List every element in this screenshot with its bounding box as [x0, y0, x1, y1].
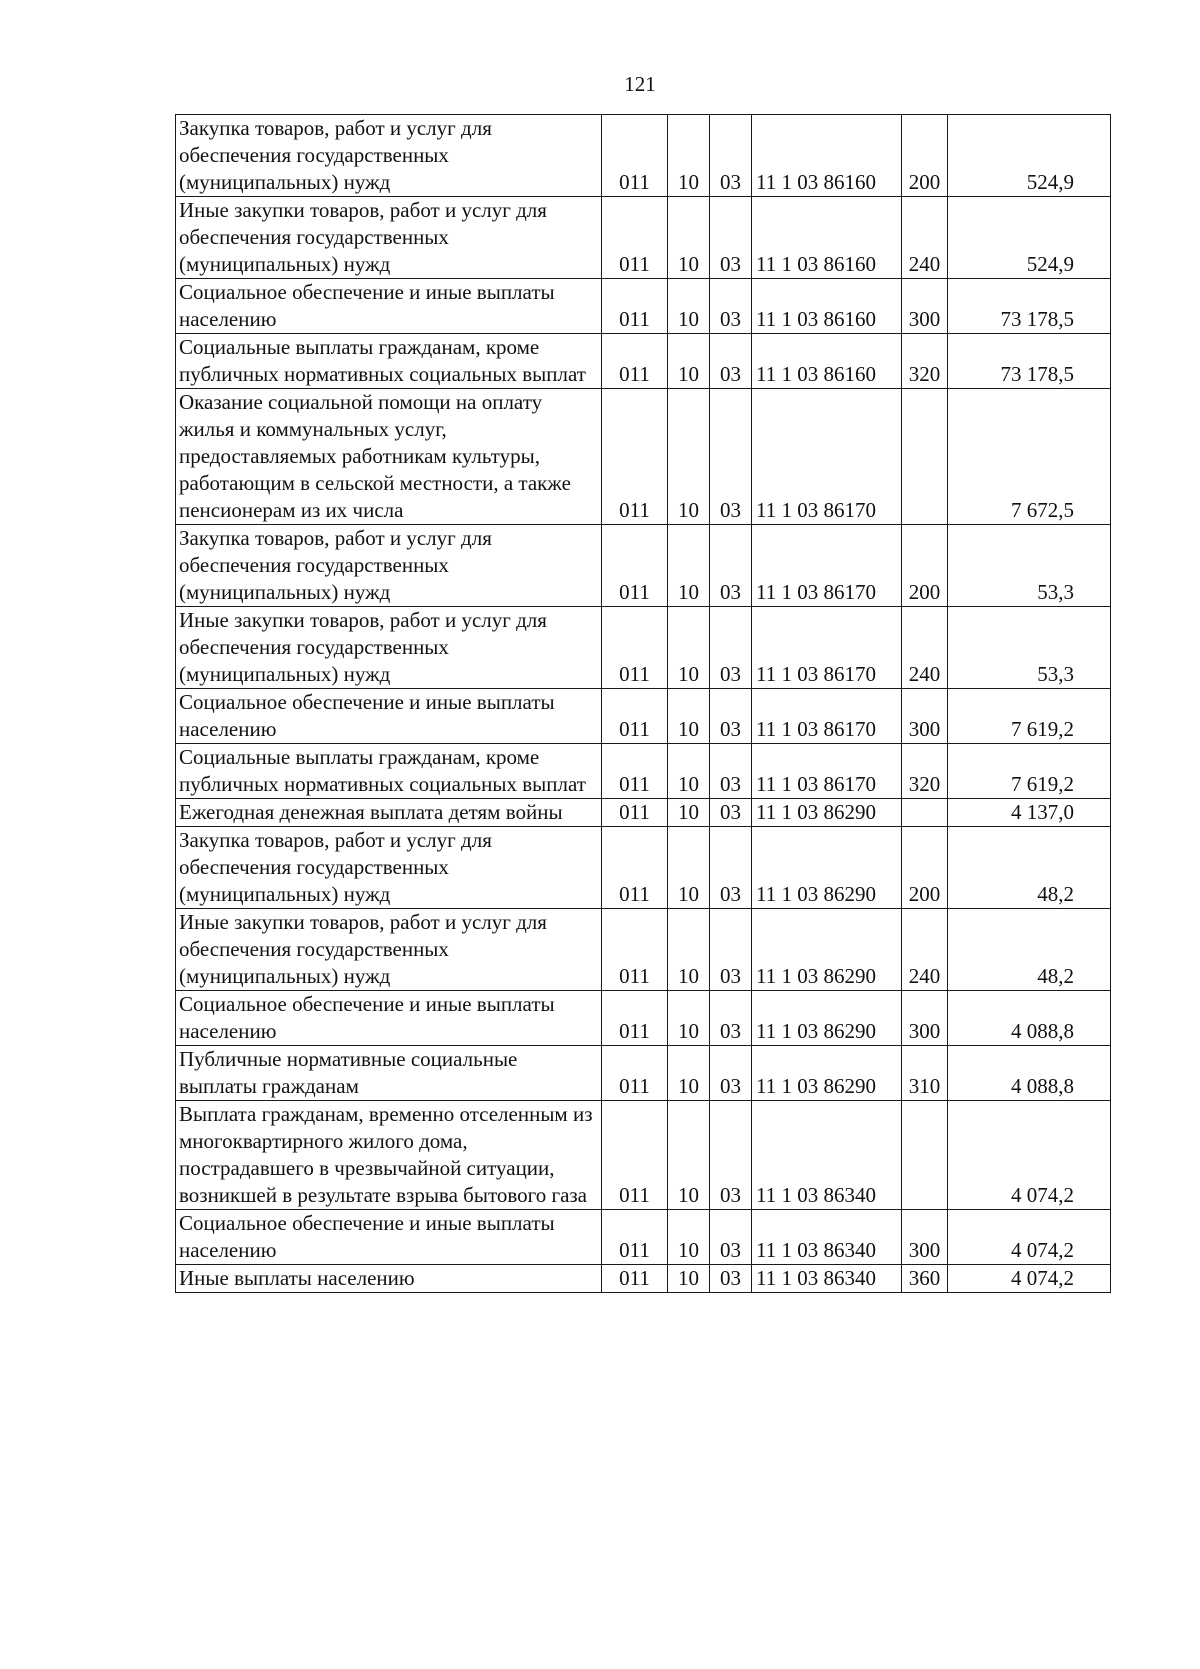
row-ministry-code: 011: [602, 909, 668, 991]
row-expense-type-code: 320: [902, 334, 948, 389]
row-amount: 73 178,5: [948, 279, 1111, 334]
row-amount: 48,2: [948, 827, 1111, 909]
table-row: [176, 799, 1111, 827]
row-amount: 73 178,5: [948, 334, 1111, 389]
row-name: Социальное обеспечение и иные выплаты населению: [176, 1210, 602, 1265]
row-section-code: 10: [668, 607, 710, 689]
row-amount: 4 088,8: [948, 1046, 1111, 1101]
row-name: Социальное обеспечение и иные выплаты населению: [176, 279, 602, 334]
row-expense-type-code: 310: [902, 1046, 948, 1101]
row-section-code: 10: [668, 279, 710, 334]
row-ministry-code: 011: [602, 607, 668, 689]
table-row: [176, 1265, 1111, 1293]
table-row: [176, 279, 1111, 334]
row-amount: 4 074,2: [948, 1265, 1111, 1293]
row-target-code: 11 1 03 86290: [752, 909, 902, 991]
row-amount: 4 074,2: [948, 1101, 1111, 1210]
row-subsection-code: 03: [710, 389, 752, 525]
row-amount: 7 619,2: [948, 744, 1111, 799]
row-expense-type-code: [902, 799, 948, 827]
table-row: [176, 389, 1111, 525]
row-section-code: 10: [668, 1265, 710, 1293]
row-expense-type-code: [902, 389, 948, 525]
page-number: 121: [624, 72, 656, 96]
row-section-code: 10: [668, 1046, 710, 1101]
row-ministry-code: 011: [602, 1210, 668, 1265]
row-section-code: 10: [668, 689, 710, 744]
row-section-code: 10: [668, 115, 710, 197]
row-subsection-code: 03: [710, 1210, 752, 1265]
row-subsection-code: 03: [710, 744, 752, 799]
table-row: [176, 689, 1111, 744]
row-section-code: 10: [668, 991, 710, 1046]
row-section-code: 10: [668, 334, 710, 389]
row-expense-type-code: 320: [902, 744, 948, 799]
row-expense-type-code: 360: [902, 1265, 948, 1293]
row-name: Социальное обеспечение и иные выплаты населению: [176, 689, 602, 744]
row-ministry-code: 011: [602, 197, 668, 279]
row-ministry-code: 011: [602, 689, 668, 744]
table-row: [176, 1101, 1111, 1210]
row-ministry-code: 011: [602, 1101, 668, 1210]
row-target-code: 11 1 03 86340: [752, 1101, 902, 1210]
row-amount: 524,9: [948, 197, 1111, 279]
row-ministry-code: 011: [602, 389, 668, 525]
row-expense-type-code: [902, 1101, 948, 1210]
row-subsection-code: 03: [710, 279, 752, 334]
table-row: [176, 991, 1111, 1046]
row-subsection-code: 03: [710, 334, 752, 389]
row-name: Иные закупки товаров, работ и услуг для обеспечения государственных (муниципальных) нужд: [176, 607, 602, 689]
budget-table: [175, 114, 1111, 1293]
row-name: Закупка товаров, работ и услуг для обеспечения государственных (муниципальных) нужд: [176, 827, 602, 909]
row-section-code: 10: [668, 1210, 710, 1265]
row-ministry-code: 011: [602, 334, 668, 389]
row-name: Социальное обеспечение и иные выплаты населению: [176, 991, 602, 1046]
row-ministry-code: 011: [602, 279, 668, 334]
row-section-code: 10: [668, 389, 710, 525]
row-name: Иные закупки товаров, работ и услуг для обеспечения государственных (муниципальных) нужд: [176, 197, 602, 279]
row-amount: 7 619,2: [948, 689, 1111, 744]
table-row: [176, 334, 1111, 389]
row-ministry-code: 011: [602, 744, 668, 799]
row-amount: 53,3: [948, 607, 1111, 689]
row-ministry-code: 011: [602, 799, 668, 827]
row-section-code: 10: [668, 909, 710, 991]
row-target-code: 11 1 03 86160: [752, 334, 902, 389]
table-body: [176, 115, 1111, 1293]
table-row: [176, 197, 1111, 279]
row-amount: 4 074,2: [948, 1210, 1111, 1265]
row-amount: 53,3: [948, 525, 1111, 607]
row-name: Публичные нормативные социальные выплаты гражданам: [176, 1046, 602, 1101]
row-subsection-code: 03: [710, 689, 752, 744]
row-expense-type-code: 200: [902, 525, 948, 607]
table-row: [176, 525, 1111, 607]
row-name: Социальные выплаты гражданам, кроме публичных нормативных социальных выплат: [176, 744, 602, 799]
row-amount: 4 137,0: [948, 799, 1111, 827]
row-expense-type-code: 300: [902, 1210, 948, 1265]
row-target-code: 11 1 03 86340: [752, 1265, 902, 1293]
row-name: Выплата гражданам, временно отселенным из многоквартирного жилого дома, пострадавшего в чрезвычайной ситуации, возникшей в результате взрыва бытового газа: [176, 1101, 602, 1210]
row-name: Закупка товаров, работ и услуг для обеспечения государственных (муниципальных) нужд: [176, 525, 602, 607]
row-section-code: 10: [668, 827, 710, 909]
row-name: Иные закупки товаров, работ и услуг для обеспечения государственных (муниципальных) нужд: [176, 909, 602, 991]
row-expense-type-code: 300: [902, 279, 948, 334]
row-section-code: 10: [668, 525, 710, 607]
row-target-code: 11 1 03 86290: [752, 827, 902, 909]
row-subsection-code: 03: [710, 197, 752, 279]
row-subsection-code: 03: [710, 1101, 752, 1210]
row-target-code: 11 1 03 86170: [752, 525, 902, 607]
row-subsection-code: 03: [710, 607, 752, 689]
table-row: [176, 909, 1111, 991]
row-expense-type-code: 200: [902, 827, 948, 909]
row-expense-type-code: 300: [902, 991, 948, 1046]
row-subsection-code: 03: [710, 799, 752, 827]
row-target-code: 11 1 03 86160: [752, 279, 902, 334]
row-subsection-code: 03: [710, 827, 752, 909]
table-row: [176, 827, 1111, 909]
row-ministry-code: 011: [602, 1046, 668, 1101]
row-target-code: 11 1 03 86170: [752, 744, 902, 799]
row-ministry-code: 011: [602, 115, 668, 197]
row-section-code: 10: [668, 744, 710, 799]
row-subsection-code: 03: [710, 1265, 752, 1293]
row-ministry-code: 011: [602, 827, 668, 909]
table-row: [176, 115, 1111, 197]
table-row: [176, 1210, 1111, 1265]
row-target-code: 11 1 03 86170: [752, 689, 902, 744]
row-target-code: 11 1 03 86160: [752, 115, 902, 197]
table-row: [176, 744, 1111, 799]
row-name: Закупка товаров, работ и услуг для обеспечения государственных (муниципальных) нужд: [176, 115, 602, 197]
row-amount: 48,2: [948, 909, 1111, 991]
row-target-code: 11 1 03 86160: [752, 197, 902, 279]
row-amount: 524,9: [948, 115, 1111, 197]
row-section-code: 10: [668, 1101, 710, 1210]
row-ministry-code: 011: [602, 991, 668, 1046]
row-expense-type-code: 200: [902, 115, 948, 197]
row-name: Социальные выплаты гражданам, кроме публичных нормативных социальных выплат: [176, 334, 602, 389]
row-expense-type-code: 240: [902, 909, 948, 991]
row-ministry-code: 011: [602, 525, 668, 607]
row-subsection-code: 03: [710, 115, 752, 197]
row-ministry-code: 011: [602, 1265, 668, 1293]
table-row: [176, 607, 1111, 689]
row-expense-type-code: 240: [902, 197, 948, 279]
row-amount: 4 088,8: [948, 991, 1111, 1046]
row-name: Ежегодная денежная выплата детям войны: [176, 799, 602, 827]
row-subsection-code: 03: [710, 991, 752, 1046]
row-expense-type-code: 300: [902, 689, 948, 744]
row-subsection-code: 03: [710, 909, 752, 991]
row-subsection-code: 03: [710, 1046, 752, 1101]
row-amount: 7 672,5: [948, 389, 1111, 525]
row-section-code: 10: [668, 197, 710, 279]
table-row: [176, 1046, 1111, 1101]
row-name: Оказание социальной помощи на оплату жилья и коммунальных услуг, предоставляемых работникам культуры, работающим в сельской местности, а также пенсионерам из их числа: [176, 389, 602, 525]
row-name: Иные выплаты населению: [176, 1265, 602, 1293]
row-section-code: 10: [668, 799, 710, 827]
row-target-code: 11 1 03 86290: [752, 991, 902, 1046]
row-target-code: 11 1 03 86290: [752, 1046, 902, 1101]
row-target-code: 11 1 03 86340: [752, 1210, 902, 1265]
row-target-code: 11 1 03 86170: [752, 389, 902, 525]
row-target-code: 11 1 03 86170: [752, 607, 902, 689]
row-subsection-code: 03: [710, 525, 752, 607]
row-expense-type-code: 240: [902, 607, 948, 689]
row-target-code: 11 1 03 86290: [752, 799, 902, 827]
